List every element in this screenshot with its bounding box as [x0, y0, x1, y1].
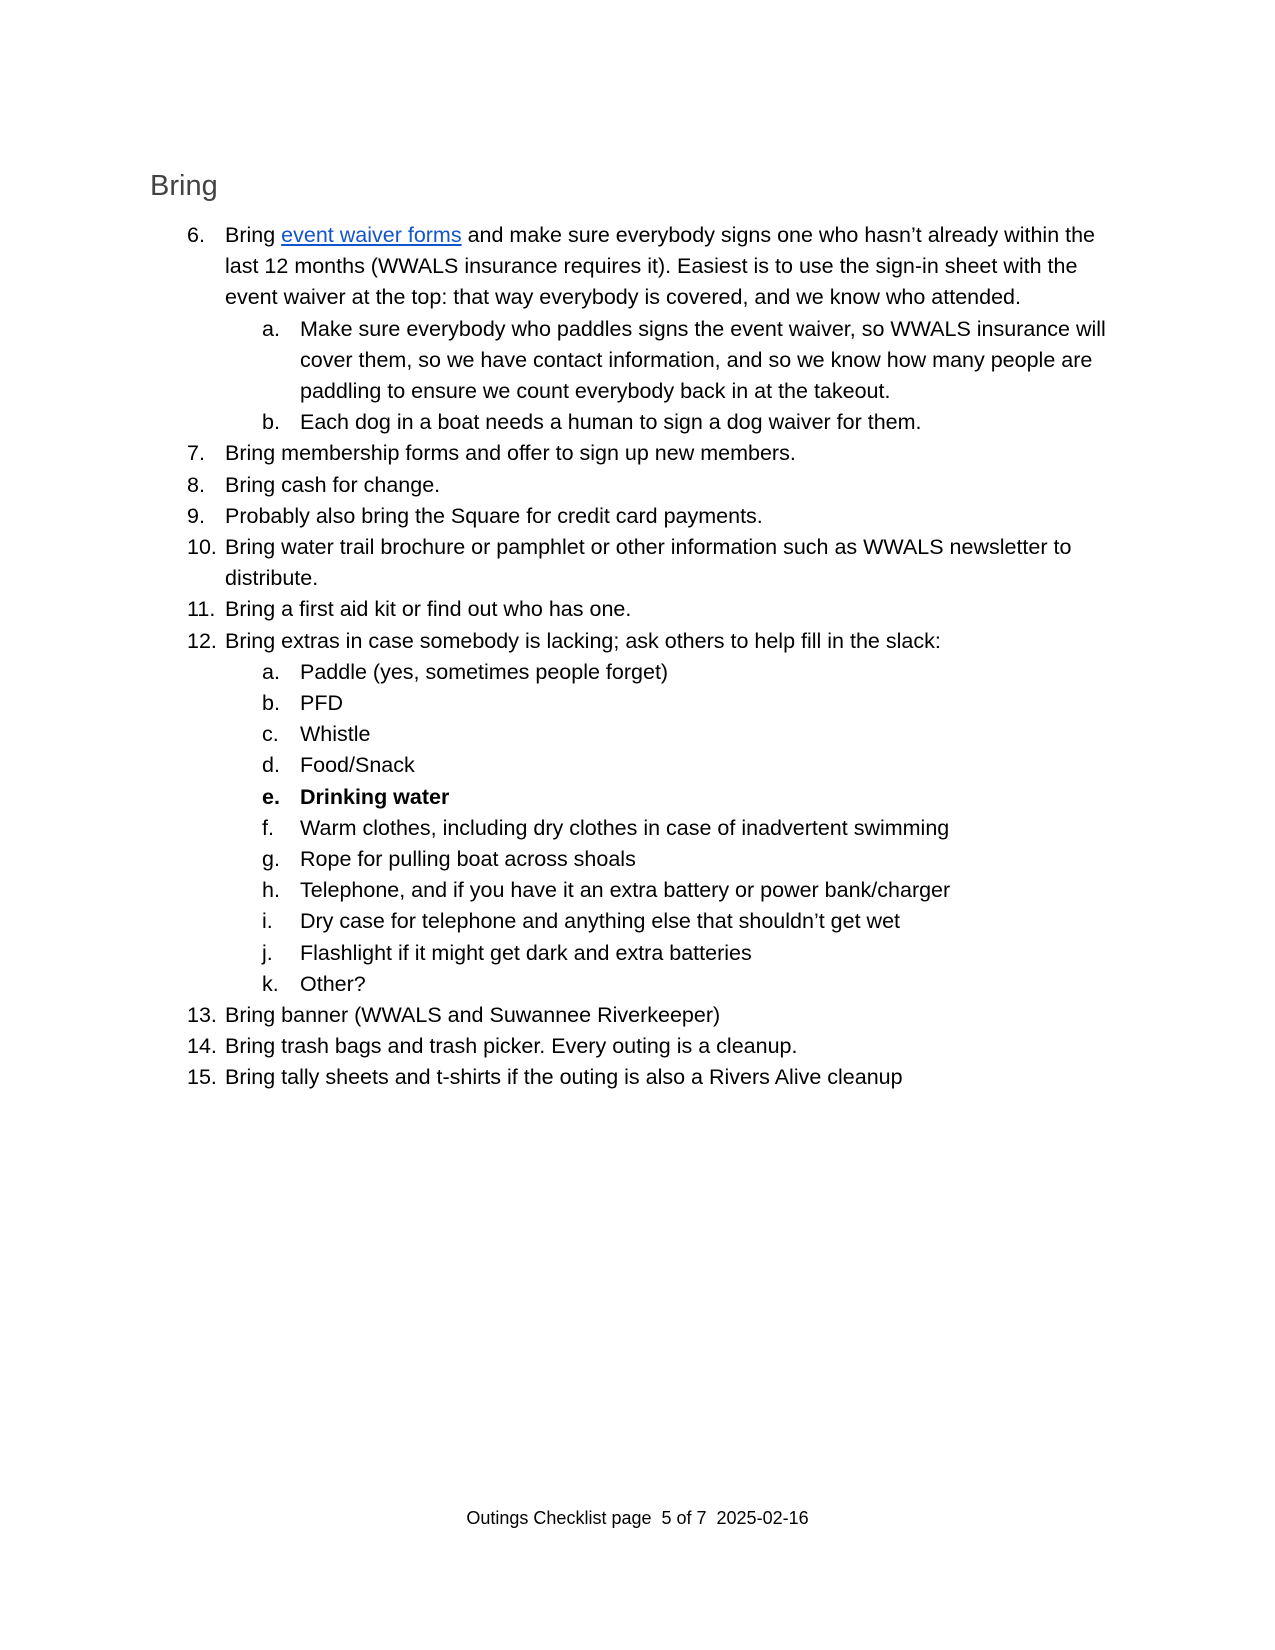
- list-marker: b.: [262, 691, 280, 716]
- list-item-text: Bring trash bags and trash picker. Every outing is a cleanup.: [225, 1034, 798, 1059]
- list-marker: 13.: [187, 1003, 217, 1028]
- list-item-text: Probably also bring the Square for credit card payments.: [225, 503, 763, 528]
- list-item-text: Telephone, and if you have it an extra battery or power bank/charger: [300, 878, 951, 903]
- list-item-text: Bring tally sheets and t-shirts if the outing is also a Rivers Alive cleanup: [225, 1065, 903, 1090]
- list-marker: g.: [262, 847, 280, 872]
- list-marker: k.: [262, 971, 279, 996]
- list-item-text-prefix: Bring: [225, 223, 282, 247]
- list-item: [0, 438, 1125, 469]
- list-item: [0, 626, 1125, 657]
- list-marker: d.: [262, 753, 280, 778]
- page-footer: Outings Checklist page 5 of 7 2025-02-16: [466, 1508, 809, 1528]
- list-item: [0, 938, 1125, 969]
- list-item: [0, 813, 1125, 844]
- list-item: [0, 688, 1125, 719]
- list-marker: e.: [262, 784, 280, 809]
- list-marker: 7.: [187, 441, 205, 466]
- list-item-text: Rope for pulling boat across shoals: [300, 847, 636, 872]
- list-item: [0, 1031, 1125, 1062]
- list-item: [0, 844, 1125, 875]
- list-marker: a.: [262, 659, 280, 684]
- section-heading: Bring: [150, 170, 218, 202]
- list-marker: 10.: [187, 535, 217, 560]
- list-item-text: Other?: [300, 971, 366, 996]
- list-item: [0, 1062, 1125, 1093]
- list-item-text: Bring water trail brochure or pamphlet or other information such as WWALS newsletter to distribute.: [225, 535, 1072, 591]
- list-item: [0, 532, 1125, 594]
- list-item: [0, 906, 1125, 937]
- list-marker: 14.: [187, 1034, 217, 1059]
- list-marker: f.: [262, 815, 274, 840]
- list-item: [0, 470, 1125, 501]
- list-item-text: Drinking water: [300, 784, 450, 809]
- list-item: [0, 1000, 1125, 1031]
- list-item: [0, 407, 1125, 438]
- list-item-text: Warm clothes, including dry clothes in case of inadvertent swimming: [300, 815, 950, 840]
- list-marker: 12.: [187, 628, 217, 653]
- list-marker: 8.: [187, 472, 205, 497]
- list-item: [0, 719, 1125, 750]
- list-item-text: Flashlight if it might get dark and extra batteries: [300, 940, 752, 965]
- list-item-text: Dry case for telephone and anything else that shouldn’t get wet: [300, 909, 900, 934]
- list-item-text: Bring membership forms and offer to sign up new members.: [225, 441, 796, 466]
- list-item-text: PFD: [300, 691, 343, 716]
- list-marker: 6.: [187, 223, 205, 247]
- list-item-text: Paddle (yes, sometimes people forget): [300, 659, 669, 684]
- list-item-text: Bring banner (WWALS and Suwannee Riverkeeper): [225, 1003, 721, 1028]
- list-marker: h.: [262, 878, 280, 903]
- list-marker: 11.: [187, 597, 216, 622]
- bring-checklist: [0, 220, 1275, 1094]
- event-waiver-forms-link[interactable]: event waiver forms: [281, 223, 462, 247]
- list-item: [0, 314, 1125, 408]
- list-item-text: Bring cash for change.: [225, 472, 441, 497]
- list-item-drinking-water: [0, 782, 1125, 813]
- list-item-text: and make sure everybody signs one who hasn’t already within the last 12 months (WWALS insurance requires it). Easiest is to use the sign-in sheet with the event waiver at the top: that way everybody is covered, and we know who attended.: [225, 223, 1096, 310]
- list-item: [0, 969, 1125, 1000]
- list-item: [0, 501, 1125, 532]
- list-item-text: Food/Snack: [300, 753, 415, 778]
- list-item-text: Whistle: [300, 722, 371, 747]
- list-item-text: Bring a first aid kit or find out who has one.: [225, 597, 632, 622]
- list-item-text: Each dog in a boat needs a human to sign a dog waiver for them.: [300, 410, 922, 435]
- list-marker: 15.: [187, 1065, 217, 1090]
- list-item-text: Bring extras in case somebody is lacking; ask others to help fill in the slack:: [225, 628, 941, 653]
- list-marker: i.: [262, 909, 273, 934]
- list-marker: 9.: [187, 503, 205, 528]
- list-item: [0, 594, 1125, 625]
- list-item-text: Make sure everybody who paddles signs the event waiver, so WWALS insurance will cover them, so we have contact information, and so we know how many people are paddling to ensure we count everybody back in at the takeout.: [300, 316, 1106, 404]
- list-item: [0, 657, 1125, 688]
- list-marker: b.: [262, 410, 280, 435]
- list-item: [0, 875, 1125, 906]
- list-marker: j.: [262, 940, 273, 965]
- list-item: [0, 750, 1125, 781]
- list-marker: a.: [262, 316, 280, 341]
- list-item: [0, 220, 1125, 314]
- list-marker: c.: [262, 722, 279, 747]
